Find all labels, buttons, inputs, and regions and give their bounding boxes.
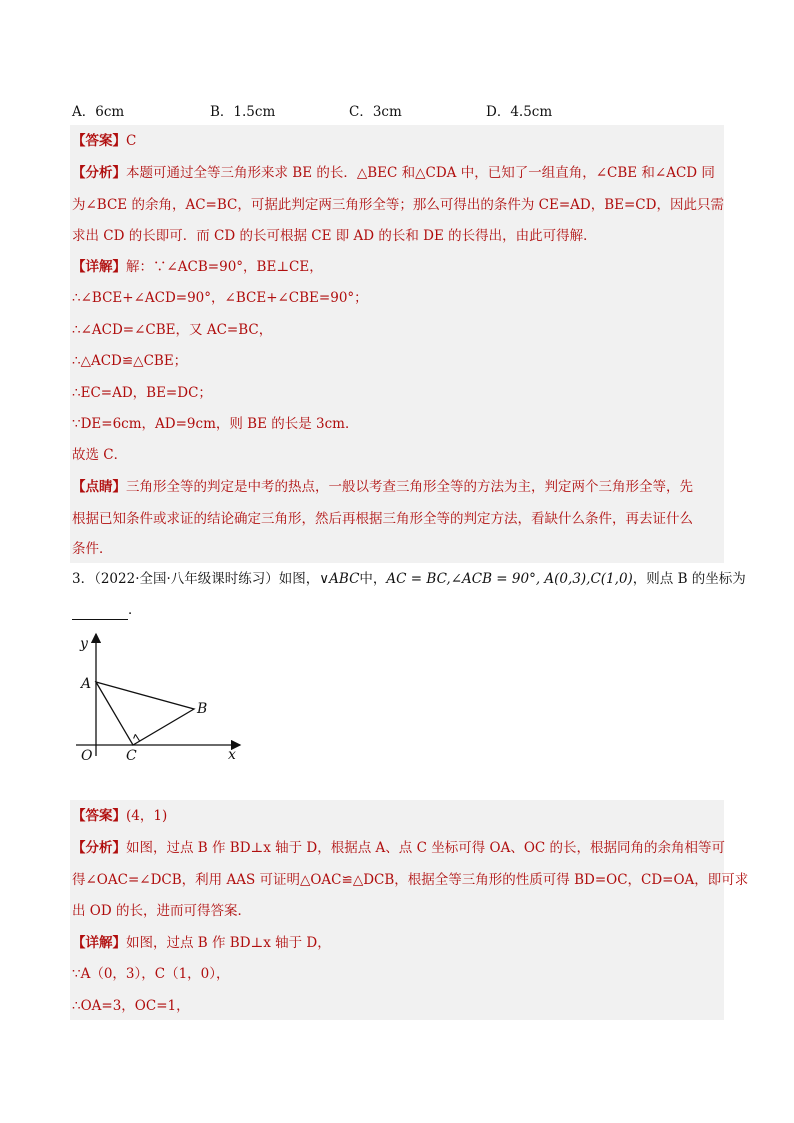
question-3-condition: AC = BC,∠ACB = 90°, A(0,3),C(1,0) <box>386 571 633 587</box>
answer-tag-q3: 【答案】 <box>72 808 126 824</box>
option-d: D．4.5cm <box>486 104 553 120</box>
answer-value: C <box>126 133 137 149</box>
solution-block-q3 <box>70 800 749 1020</box>
analysis-line-2: 为∠BCE 的余角，AC=BC，可据此判定两三角形全等；那么可得出的条件为 CE=AD，BE=CD，因此只需 <box>72 197 724 213</box>
question-3-end: ． <box>128 602 142 618</box>
comment-tag: 【点睛】 <box>72 479 126 495</box>
detail-line-5: ∴EC=AD，BE=DC； <box>72 385 212 401</box>
question-3-line-2 <box>72 600 142 620</box>
comment-line-1 <box>72 477 693 497</box>
comment-line-3: 条件． <box>72 541 113 557</box>
label-b: B <box>197 701 208 717</box>
label-a: A <box>81 676 92 692</box>
answer-options <box>72 100 722 120</box>
detail-line-3: ∴∠ACD=∠CBE，又 AC=BC， <box>72 322 273 338</box>
analysis-tag-q3: 【分析】 <box>72 840 126 856</box>
label-y: y <box>80 636 88 652</box>
detail-text-q3: 如图，过点 B 作 BD⊥x 轴于 D， <box>126 935 331 951</box>
analysis-line-1 <box>72 163 715 183</box>
detail-line-3-q3: ∴OA=3，OC=1， <box>72 998 190 1014</box>
label-x: x <box>228 747 236 763</box>
detail-line-4: ∴△ACD≌△CBE； <box>72 353 188 369</box>
answer-value-q3: (4，1) <box>126 808 168 824</box>
detail-line-1-q3 <box>72 933 331 953</box>
answer-blank <box>72 605 128 620</box>
analysis-line-1-q3 <box>72 838 725 858</box>
option-c: C．3cm <box>349 104 402 120</box>
analysis-line-3-q3: 出 OD 的长，进而可得答案． <box>72 903 251 919</box>
question-3-mid: 中， <box>359 571 387 587</box>
answer-tag: 【答案】 <box>72 133 126 149</box>
detail-line-2: ∴∠BCE+∠ACD=90°，∠BCE+∠CBE=90°； <box>72 290 368 306</box>
detail-line-7: 故选 C． <box>72 447 128 463</box>
question-3-line-1 <box>72 569 746 589</box>
comment-text: 三角形全等的判定是中考的热点，一般以考查三角形全等的方法为主，判定两个三角形全等，先 <box>126 479 693 495</box>
comment-line-2: 根据已知条件或求证的结论确定三角形，然后再根据三角形全等的判定方法，看缺什么条件，再去证什么 <box>72 511 693 527</box>
analysis-line-3: 求出 CD 的长即可．而 CD 的长可根据 CE 即 AD 的长和 DE 的长得出，由此可得解． <box>72 228 597 244</box>
option-a: A．6cm <box>72 104 125 120</box>
answer-line-q3 <box>72 806 167 826</box>
answer-line <box>72 131 136 151</box>
coordinate-figure <box>70 628 250 768</box>
analysis-text-q3: 如图，过点 B 作 BD⊥x 轴于 D，根据点 A、点 C 坐标可得 OA、OC 的长，根据同角的余角相等可 <box>126 840 726 856</box>
right-angle-mark <box>134 734 140 741</box>
detail-text: 解：∵∠ACB=90°，BE⊥CE， <box>126 259 323 275</box>
option-b: B．1.5cm <box>210 104 276 120</box>
detail-line-6: ∵DE=6cm，AD=9cm，则 BE 的长是 3cm． <box>72 416 359 432</box>
solution-block-q2 <box>70 125 724 563</box>
triangle-abc <box>96 682 194 745</box>
analysis-tag: 【分析】 <box>72 165 126 181</box>
detail-tag-q3: 【详解】 <box>72 935 126 951</box>
detail-tag: 【详解】 <box>72 259 126 275</box>
question-3-suffix: ，则点 B 的坐标为 <box>632 571 746 587</box>
analysis-text: 本题可通过全等三角形来求 BE 的长．△BEC 和△CDA 中，已知了一组直角，∠CBE 和∠ACD 同 <box>126 165 715 181</box>
detail-line-1 <box>72 257 323 277</box>
analysis-line-2-q3: 得∠OAC=∠DCB，利用 AAS 可证明△OAC≌△DCB，根据全等三角形的性质可得 BD=OC，CD=OA，即可求 <box>72 872 749 888</box>
label-c: C <box>126 748 137 764</box>
label-o: O <box>81 748 93 764</box>
question-3-prefix: 3．（2022·全国·八年级课时练习）如图， <box>72 571 320 587</box>
detail-line-2-q3: ∵A（0，3），C（1，0）， <box>72 966 230 982</box>
question-3-triangle: ∨ABC <box>319 571 360 587</box>
